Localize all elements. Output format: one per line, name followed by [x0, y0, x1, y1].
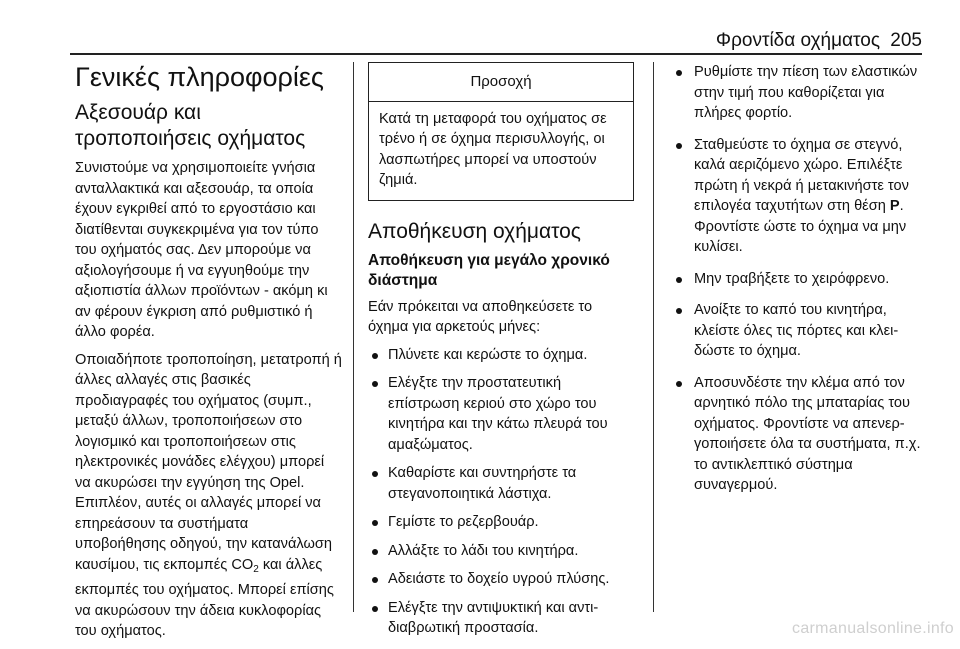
storage-list [368, 345, 634, 639]
list-item: Αλλάξτε το λάδι του κινητήρα. [368, 541, 634, 562]
list-item: Καθαρίστε και συντηρήστε τα στεγανοποιητικά λάστιχα. [368, 463, 634, 504]
list-item: Μην τραβήξετε το χειρόφρενο. [672, 269, 932, 290]
bullet-icon [372, 549, 378, 555]
bullet-icon [372, 520, 378, 526]
storage-intro: Εάν πρόκειται να αποθηκεύσετε το όχημα για αρκετούς μήνες: [368, 298, 593, 335]
accessories-heading: Αξεσουάρ και τροποποιήσεις οχήματος [75, 101, 306, 150]
column-3 [672, 62, 932, 507]
column-2 [368, 62, 634, 647]
bullet-icon [676, 70, 682, 76]
list-item: Ανοίξτε το καπό του κινητήρα, κλείστε όλες τις πόρτες και κλειδώστε το όχημα. [672, 300, 932, 362]
bullet-icon [372, 606, 378, 612]
long-term-storage-heading: Αποθήκευση για μεγάλο χρονικό διάστημα [368, 251, 610, 289]
caution-box [368, 62, 634, 201]
caution-body: Κατά τη μεταφορά του οχήματος σε τρένο ή σε όχημα περισυλλογής, οι λασπωτήρες μπορεί να υποστούν ζημιά. [379, 110, 607, 188]
bullet-icon [372, 353, 378, 359]
column-divider-1 [353, 62, 354, 612]
page-number: 205 [890, 30, 922, 51]
column-divider-2 [653, 62, 654, 612]
storage-list-continued [672, 62, 932, 496]
accessories-paragraph-2: Οποιαδήποτε τροποποίηση, μετατροπή ή άλλες αλλαγές στις βασικές προδιαγραφές του οχήματος (συμπ., μεταξύ άλλων, τροποποιήσεων στο λογισμικό και τροποποιήσεων στις ηλεκτρονικές μονάδες ελέγχου) μπορεί να ακυρώσει την εγγύηση της Opel. Επιπλέον, αυτές οι αλλαγές μπορεί να επηρεάσουν τα συστήματα υποβοήθησης οδηγού, την κατανάλωση καυσίμου, τις εκπομπές $CO_2$ και άλλες εκπομπές του οχήματος. Μπορεί επίσης να ακυρώσουν την άδεια κυκλοφορίας του οχήματος. [75, 351, 342, 639]
bullet-icon [372, 577, 378, 583]
list-item: Αδειάστε το δοχείο υγρού πλύσης. [368, 569, 634, 590]
main-heading: Γενικές πληροφορίες [75, 62, 324, 92]
bullet-icon [372, 381, 378, 387]
bullet-icon [676, 143, 682, 149]
list-item: Ελέγξτε την αντιψυκτική και αντιδιαβρωτική προστασία. [368, 598, 634, 639]
storage-heading: Αποθήκευση οχήματος [368, 219, 581, 243]
watermark: carmanualsonline.info [792, 620, 954, 637]
list-item: Ελέγξτε την προστατευτική επίστρωση κεριού στο χώρο του κινητήρα και την κάτω πλευρά του αμαξώματος. [368, 373, 634, 455]
list-item: Πλύνετε και κερώστε το όχημα. [368, 345, 634, 366]
list-item: Γεμίστε το ρεζερβουάρ. [368, 512, 634, 533]
header-rule [70, 53, 922, 55]
page-header [0, 0, 960, 56]
bullet-icon [676, 381, 682, 387]
list-item: Σταθμεύστε το όχημα σε στεγνό, καλά αεριζόμενο χώρο. Επιλέξτε πρώτη ή νεκρά ή μετακινήστε τον επιλογέα ταχυτήτων στη θέση P. Φροντίστε ώστε το όχημα να μην κυλίσει. [672, 135, 932, 258]
accessories-paragraph-1: Συνιστούμε να χρησιμοποιείτε γνήσια ανταλλακτικά και αξεσουάρ, τα οποία έχουν εγκριθεί από το εργοστάσιο και διατίθενται συγκεκριμένα για τον τύπο του οχήματός σας. Δεν μπορούμε να αξιολογήσουμε ή να εγγυηθούμε την αξιοπιστία άλλων προϊόντων - ακόμη κι αν φέρουν έγκριση από ρυθμιστικό ή άλλο φορέα. [75, 160, 328, 340]
list-item: Ρυθμίστε την πίεση των ελαστικών στην τιμή που καθορίζεται για πλήρες φορτίο. [672, 62, 932, 124]
bullet-icon [676, 308, 682, 314]
list-item: Αποσυνδέστε την κλέμα από τον αρνητικό πόλο της μπαταρίας του οχήματος. Φροντίστε να απενεργοποιήσετε όλα τα συστήματα, π.χ. το αντικλεπτικό σύστημα συναγερμού. [672, 373, 932, 496]
page-section-title: Φροντίδα οχήματος [715, 30, 880, 51]
bullet-icon [676, 277, 682, 283]
column-1 [75, 62, 343, 649]
caution-title: Προσοχή [369, 63, 633, 102]
bullet-icon [372, 471, 378, 477]
